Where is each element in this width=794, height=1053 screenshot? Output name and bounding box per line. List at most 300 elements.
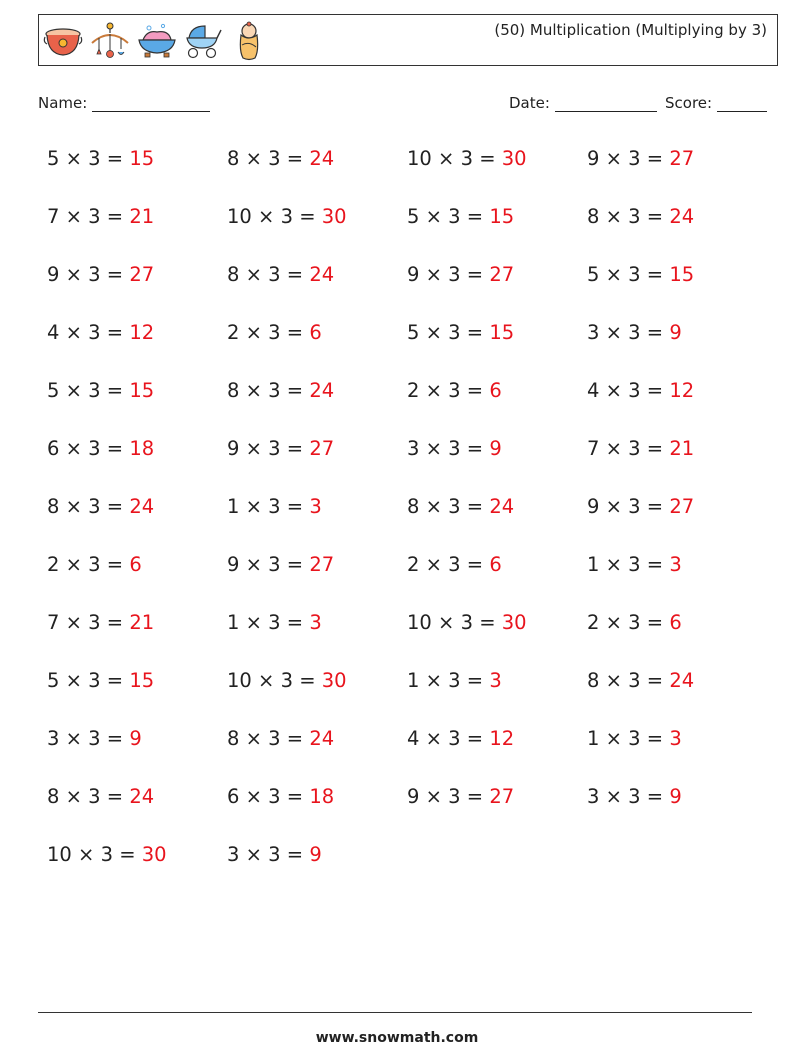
times-sign: × [419, 205, 449, 228]
multiplier: 3 [448, 379, 461, 402]
problem-item [227, 611, 322, 634]
worksheet-title: (50) Multiplication (Multiplying by 3) [494, 21, 767, 39]
answer: 15 [129, 379, 155, 402]
multiplier: 3 [268, 611, 281, 634]
answer: 27 [129, 263, 155, 286]
problem-item [47, 205, 154, 228]
multiplicand: 8 [227, 147, 240, 170]
equals-sign: = [280, 785, 310, 808]
multiplier: 3 [100, 843, 113, 866]
answer: 6 [669, 611, 682, 634]
multiplier: 3 [88, 379, 101, 402]
equals-sign: = [640, 205, 670, 228]
multiplicand: 10 [227, 669, 252, 692]
multiplier: 3 [448, 785, 461, 808]
multiplicand: 9 [47, 263, 60, 286]
equals-sign: = [473, 611, 502, 634]
times-sign: × [419, 379, 449, 402]
answer: 18 [129, 437, 155, 460]
multiplicand: 2 [407, 379, 420, 402]
times-sign: × [59, 437, 89, 460]
multiplier: 3 [448, 553, 461, 576]
multiplicand: 9 [587, 495, 600, 518]
answer: 15 [489, 205, 515, 228]
times-sign: × [59, 379, 89, 402]
answer: 9 [309, 843, 322, 866]
multiplier: 3 [448, 205, 461, 228]
problem-item [407, 669, 502, 692]
equals-sign: = [460, 379, 490, 402]
multiplicand: 3 [587, 321, 600, 344]
answer: 6 [489, 379, 502, 402]
answer: 15 [489, 321, 515, 344]
multiplier: 3 [628, 785, 641, 808]
times-sign: × [419, 785, 449, 808]
multiplier: 3 [268, 321, 281, 344]
equals-sign: = [100, 263, 130, 286]
multiplicand: 8 [47, 785, 60, 808]
multiplier: 3 [88, 785, 101, 808]
multiplicand: 3 [587, 785, 600, 808]
answer: 21 [129, 611, 155, 634]
multiplier: 3 [268, 437, 281, 460]
answer: 3 [669, 553, 682, 576]
times-sign: × [599, 437, 629, 460]
multiplier: 3 [628, 437, 641, 460]
equals-sign: = [460, 785, 490, 808]
equals-sign: = [280, 147, 310, 170]
multiplicand: 7 [47, 205, 60, 228]
times-sign: × [599, 785, 629, 808]
equals-sign: = [100, 379, 130, 402]
multiplier: 3 [88, 263, 101, 286]
equals-sign: = [100, 321, 130, 344]
problem-item [587, 147, 694, 170]
problem-item [407, 785, 514, 808]
answer: 3 [309, 495, 322, 518]
times-sign: × [599, 669, 629, 692]
multiplicand: 8 [227, 263, 240, 286]
equals-sign: = [100, 669, 130, 692]
problem-item [407, 437, 502, 460]
answer: 15 [129, 147, 155, 170]
multiplicand: 5 [587, 263, 600, 286]
times-sign: × [239, 321, 269, 344]
worksheet-header [38, 14, 778, 66]
answer: 15 [669, 263, 695, 286]
problem-item [407, 263, 514, 286]
times-sign: × [599, 727, 629, 750]
answer: 18 [309, 785, 335, 808]
equals-sign: = [640, 553, 670, 576]
equals-sign: = [293, 205, 322, 228]
equals-sign: = [640, 727, 670, 750]
problem-item [587, 321, 682, 344]
multiplicand: 1 [227, 495, 240, 518]
multiplier: 3 [448, 437, 461, 460]
answer: 24 [309, 727, 335, 750]
name-field [38, 94, 210, 112]
equals-sign: = [640, 147, 670, 170]
multiplicand: 2 [407, 553, 420, 576]
times-sign: × [419, 321, 449, 344]
score-field [665, 94, 767, 112]
times-sign: × [59, 727, 89, 750]
answer: 12 [129, 321, 155, 344]
times-sign: × [419, 669, 449, 692]
times-sign: × [251, 669, 281, 692]
problem-item [227, 785, 334, 808]
multiplier: 3 [88, 611, 101, 634]
answer: 3 [489, 669, 502, 692]
times-sign: × [599, 205, 629, 228]
problem-item [407, 205, 514, 228]
multiplier: 3 [88, 147, 101, 170]
answer: 24 [309, 147, 335, 170]
multiplier: 3 [448, 727, 461, 750]
swaddled-baby-icon [229, 21, 269, 61]
multiplier: 3 [268, 379, 281, 402]
multiplicand: 1 [407, 669, 420, 692]
problem-item [587, 727, 682, 750]
multiplicand: 2 [587, 611, 600, 634]
problem-item [47, 321, 154, 344]
multiplicand: 8 [227, 727, 240, 750]
equals-sign: = [640, 321, 670, 344]
times-sign: × [599, 147, 629, 170]
multiplicand: 4 [407, 727, 420, 750]
multiplicand: 1 [587, 553, 600, 576]
equals-sign: = [113, 843, 142, 866]
answer: 27 [669, 495, 695, 518]
times-sign: × [59, 785, 89, 808]
answer: 9 [129, 727, 142, 750]
multiplicand: 4 [47, 321, 60, 344]
equals-sign: = [460, 205, 490, 228]
multiplier: 3 [88, 321, 101, 344]
equals-sign: = [460, 727, 490, 750]
equals-sign: = [280, 495, 310, 518]
problem-item [227, 437, 334, 460]
answer: 24 [129, 495, 155, 518]
score-label: Score: [665, 94, 713, 112]
times-sign: × [419, 263, 449, 286]
answer: 24 [129, 785, 155, 808]
multiplier: 3 [88, 205, 101, 228]
times-sign: × [239, 379, 269, 402]
multiplier: 3 [628, 321, 641, 344]
multiplier: 3 [268, 843, 281, 866]
multiplier: 3 [448, 669, 461, 692]
times-sign: × [239, 785, 269, 808]
multiplicand: 6 [47, 437, 60, 460]
equals-sign: = [293, 669, 322, 692]
times-sign: × [71, 843, 101, 866]
equals-sign: = [280, 437, 310, 460]
problem-item [587, 669, 694, 692]
problem-item [227, 321, 322, 344]
problem-item [47, 669, 154, 692]
times-sign: × [239, 263, 269, 286]
problem-item [47, 843, 167, 866]
answer: 21 [669, 437, 695, 460]
problem-item [227, 495, 322, 518]
answer: 24 [309, 263, 335, 286]
multiplicand: 5 [47, 147, 60, 170]
multiplicand: 7 [47, 611, 60, 634]
equals-sign: = [100, 611, 130, 634]
header-icons [43, 21, 269, 61]
equals-sign: = [460, 263, 490, 286]
problem-item [227, 379, 334, 402]
multiplicand: 2 [47, 553, 60, 576]
multiplicand: 5 [47, 379, 60, 402]
times-sign: × [239, 553, 269, 576]
answer: 24 [669, 205, 695, 228]
multiplicand: 9 [407, 785, 420, 808]
problem-item [47, 263, 154, 286]
problem-item [587, 437, 694, 460]
equals-sign: = [640, 379, 670, 402]
answer: 12 [489, 727, 515, 750]
equals-sign: = [280, 379, 310, 402]
date-line [555, 95, 657, 112]
answer: 6 [129, 553, 142, 576]
times-sign: × [59, 669, 89, 692]
times-sign: × [239, 147, 269, 170]
problem-item [227, 669, 347, 692]
equals-sign: = [640, 263, 670, 286]
multiplier: 3 [268, 553, 281, 576]
multiplier: 3 [448, 263, 461, 286]
multiplier: 3 [88, 495, 101, 518]
problem-item [407, 553, 502, 576]
equals-sign: = [460, 321, 490, 344]
equals-sign: = [100, 553, 130, 576]
multiplier: 3 [280, 669, 293, 692]
date-label: Date: [509, 94, 550, 112]
problem-item [47, 611, 154, 634]
multiplicand: 9 [587, 147, 600, 170]
times-sign: × [59, 321, 89, 344]
multiplicand: 9 [407, 263, 420, 286]
multiplier: 3 [460, 611, 473, 634]
times-sign: × [599, 611, 629, 634]
times-sign: × [239, 843, 269, 866]
multiplier: 3 [268, 263, 281, 286]
times-sign: × [59, 495, 89, 518]
times-sign: × [419, 727, 449, 750]
multiplicand: 8 [47, 495, 60, 518]
multiplier: 3 [460, 147, 473, 170]
problem-item [227, 263, 334, 286]
problem-item [587, 495, 694, 518]
answer: 3 [669, 727, 682, 750]
multiplicand: 10 [407, 147, 432, 170]
answer: 30 [321, 669, 347, 692]
footer-divider [38, 1012, 752, 1013]
answer: 27 [309, 437, 335, 460]
times-sign: × [599, 321, 629, 344]
equals-sign: = [640, 669, 670, 692]
equals-sign: = [100, 205, 130, 228]
equals-sign: = [460, 437, 490, 460]
problem-item [47, 437, 154, 460]
multiplier: 3 [88, 727, 101, 750]
multiplicand: 9 [227, 553, 240, 576]
multiplier: 3 [628, 611, 641, 634]
multiplicand: 10 [227, 205, 252, 228]
equals-sign: = [460, 669, 490, 692]
equals-sign: = [100, 437, 130, 460]
multiplicand: 3 [47, 727, 60, 750]
multiplicand: 6 [227, 785, 240, 808]
equals-sign: = [640, 437, 670, 460]
equals-sign: = [280, 611, 310, 634]
score-line [717, 95, 767, 112]
answer: 30 [141, 843, 167, 866]
multiplicand: 8 [587, 205, 600, 228]
times-sign: × [431, 611, 461, 634]
equals-sign: = [640, 785, 670, 808]
times-sign: × [599, 495, 629, 518]
times-sign: × [251, 205, 281, 228]
baby-stroller-icon [183, 22, 223, 60]
date-field [509, 94, 657, 112]
problem-item [407, 611, 527, 634]
answer: 21 [129, 205, 155, 228]
problem-item [407, 321, 514, 344]
multiplier: 3 [628, 263, 641, 286]
times-sign: × [59, 147, 89, 170]
answer: 9 [669, 321, 682, 344]
multiplicand: 5 [47, 669, 60, 692]
multiplier: 3 [268, 785, 281, 808]
multiplier: 3 [88, 553, 101, 576]
times-sign: × [59, 205, 89, 228]
equals-sign: = [100, 495, 130, 518]
problem-item [47, 147, 154, 170]
multiplicand: 4 [587, 379, 600, 402]
equals-sign: = [473, 147, 502, 170]
answer: 6 [309, 321, 322, 344]
problem-item [227, 727, 334, 750]
times-sign: × [239, 611, 269, 634]
equals-sign: = [100, 727, 130, 750]
answer: 24 [489, 495, 515, 518]
problem-item [47, 379, 154, 402]
multiplier: 3 [88, 437, 101, 460]
multiplicand: 8 [407, 495, 420, 518]
equals-sign: = [100, 785, 130, 808]
equals-sign: = [280, 553, 310, 576]
multiplicand: 9 [227, 437, 240, 460]
baby-bath-icon [137, 22, 177, 60]
multiplier: 3 [628, 553, 641, 576]
multiplier: 3 [628, 147, 641, 170]
problem-item [587, 205, 694, 228]
answer: 24 [669, 669, 695, 692]
problem-item [407, 727, 514, 750]
problem-item [587, 785, 682, 808]
answer: 3 [309, 611, 322, 634]
times-sign: × [419, 437, 449, 460]
equals-sign: = [640, 611, 670, 634]
answer: 30 [501, 611, 527, 634]
equals-sign: = [280, 263, 310, 286]
equals-sign: = [280, 321, 310, 344]
answer: 30 [321, 205, 347, 228]
multiplicand: 3 [227, 843, 240, 866]
name-line [92, 95, 210, 112]
multiplier: 3 [448, 321, 461, 344]
multiplicand: 1 [587, 727, 600, 750]
times-sign: × [599, 379, 629, 402]
times-sign: × [239, 495, 269, 518]
problem-item [227, 843, 322, 866]
times-sign: × [59, 553, 89, 576]
problem-item [407, 147, 527, 170]
problem-item [227, 147, 334, 170]
times-sign: × [59, 611, 89, 634]
times-sign: × [239, 727, 269, 750]
multiplicand: 5 [407, 205, 420, 228]
multiplicand: 8 [227, 379, 240, 402]
answer: 27 [669, 147, 695, 170]
problem-item [227, 553, 334, 576]
baby-bowl-icon [43, 22, 83, 60]
multiplier: 3 [280, 205, 293, 228]
times-sign: × [59, 263, 89, 286]
multiplicand: 8 [587, 669, 600, 692]
multiplicand: 7 [587, 437, 600, 460]
baby-mobile-icon [89, 21, 131, 61]
multiplicand: 1 [227, 611, 240, 634]
times-sign: × [419, 553, 449, 576]
answer: 12 [669, 379, 695, 402]
multiplier: 3 [268, 147, 281, 170]
multiplicand: 10 [407, 611, 432, 634]
name-label: Name: [38, 94, 88, 112]
problem-item [47, 553, 142, 576]
answer: 6 [489, 553, 502, 576]
multiplier: 3 [88, 669, 101, 692]
problem-item [227, 205, 347, 228]
equals-sign: = [460, 495, 490, 518]
equals-sign: = [640, 495, 670, 518]
times-sign: × [431, 147, 461, 170]
answer: 24 [309, 379, 335, 402]
multiplier: 3 [628, 495, 641, 518]
multiplicand: 2 [227, 321, 240, 344]
footer-website: www.snowmath.com [315, 1030, 479, 1046]
problem-item [47, 727, 142, 750]
times-sign: × [419, 495, 449, 518]
multiplicand: 3 [407, 437, 420, 460]
multiplier: 3 [268, 495, 281, 518]
multiplier: 3 [628, 379, 641, 402]
multiplicand: 10 [47, 843, 72, 866]
equals-sign: = [280, 843, 310, 866]
multiplier: 3 [628, 669, 641, 692]
multiplicand: 5 [407, 321, 420, 344]
answer: 27 [309, 553, 335, 576]
problem-item [587, 379, 694, 402]
problem-item [47, 785, 154, 808]
answer: 9 [489, 437, 502, 460]
answer: 15 [129, 669, 155, 692]
equals-sign: = [460, 553, 490, 576]
